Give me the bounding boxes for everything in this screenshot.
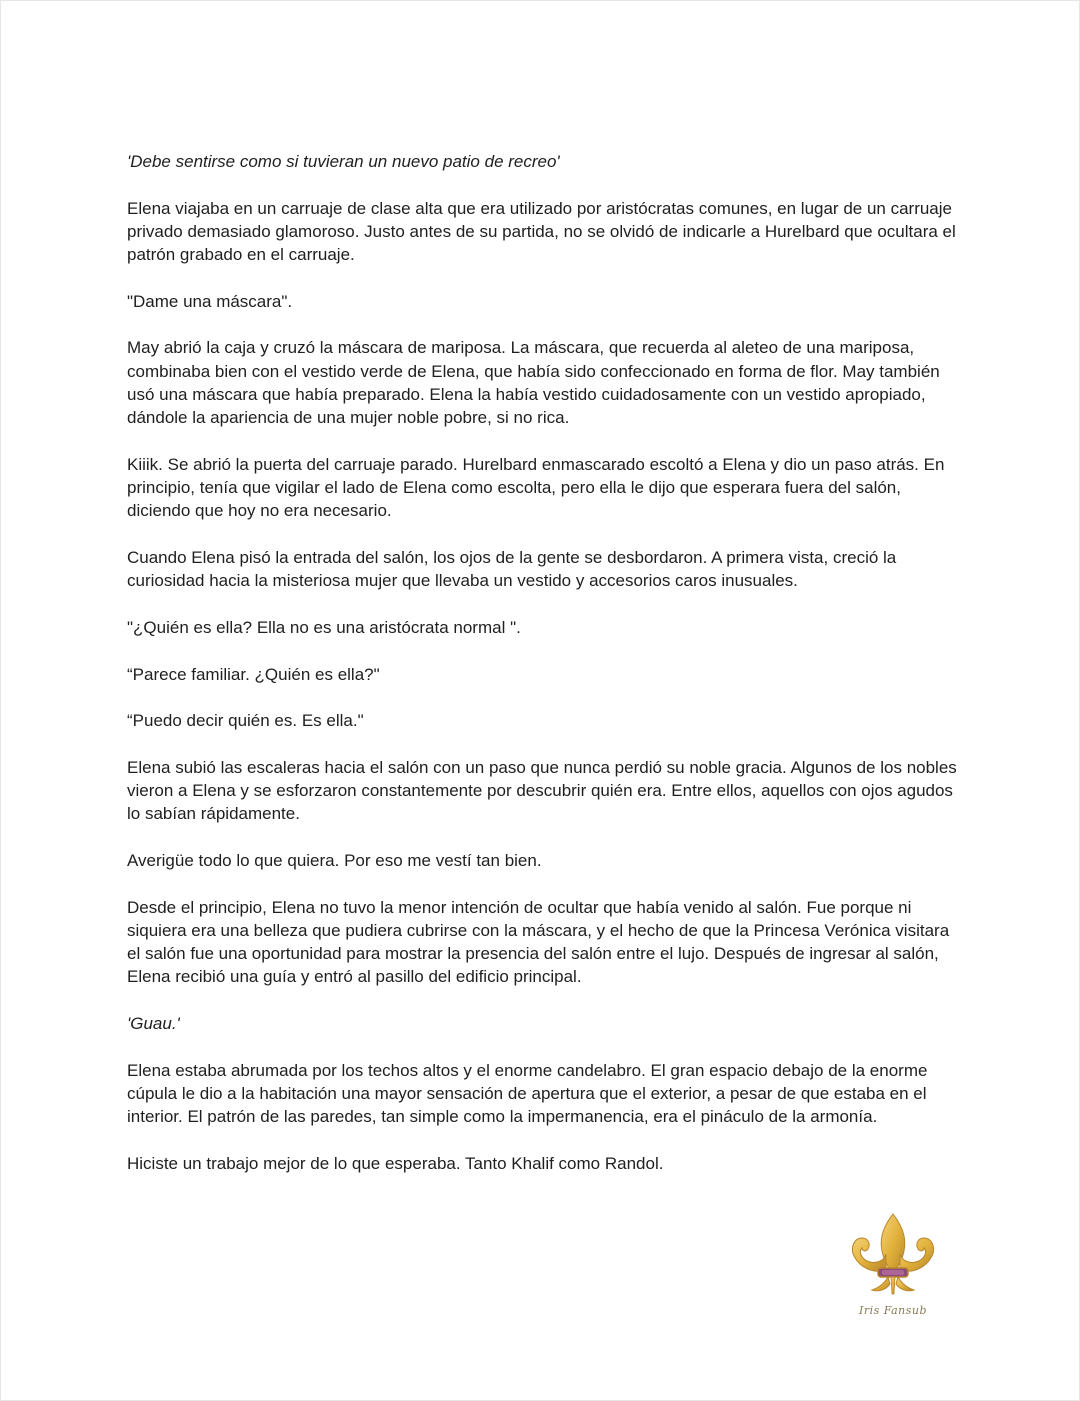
fleur-de-lis-icon [838, 1210, 948, 1302]
paragraph: Elena subió las escaleras hacia el salón con un paso que nunca perdió su noble gracia. Algunos de los nobles vieron a Elena y se esforzaron constantemente por descubrir quién era. Entre ellos, aquellos con ojos agudos lo sabían rápidamente. [127, 757, 957, 824]
paragraph: 'Debe sentirse como si tuvieran un nuevo patio de recreo' [127, 152, 560, 171]
paragraph: Cuando Elena pisó la entrada del salón, los ojos de la gente se desbordaron. A primera vista, creció la curiosidad hacia la misteriosa mujer que llevaba un vestido y accesorios caros inusuales. [127, 548, 897, 591]
paragraph: Hiciste un trabajo mejor de lo que esperaba. Tanto Khalif como Randol. [127, 1153, 664, 1173]
paragraph: 'Guau.' [127, 1013, 180, 1033]
document-body [127, 150, 962, 1198]
paragraph: “Parece familiar. ¿Quién es ella?" [127, 664, 380, 684]
paragraph: "Dame una máscara". [127, 291, 293, 311]
paragraph: "¿Quién es ella? Ella no es una aristócrata normal ". [127, 617, 521, 637]
paragraph: Kiiik. Se abrió la puerta del carruaje parado. Hurelbard enmascarado escoltó a Elena y dio un paso atrás. En principio, tenía que vigilar el lado de Elena como escolta, pero ella le dijo que esperara fuera del salón, diciendo que hoy no era necesario. [127, 454, 945, 521]
paragraph: May abrió la caja y cruzó la máscara de mariposa. La máscara, que recuerda al aleteo de una mariposa, combinaba bien con el vestido verde de Elena, que había sido confeccionado en forma de flor. May también usó una máscara que había preparado. Elena la había vestido cuidadosamente con un vestido apropiado, dándole la apariencia de una mujer noble pobre, si no rica. [127, 338, 940, 428]
paragraph: Desde el principio, Elena no tuvo la menor intención de ocultar que había venido al salón. Fue porque ni siquiera era una belleza que pudiera cubrirse con la máscara, y el hecho de que la Princesa Verónica visitara el salón fue una oportunidad para mostrar la presencia del salón entre el lujo. Después de ingresar al salón, Elena recibió una guía y entró al pasillo del edificio principal. [127, 897, 950, 987]
watermark-logo [838, 1210, 948, 1330]
logo-caption: Iris Fansub [858, 1304, 928, 1317]
paragraph: Averigüe todo lo que quiera. Por eso me vestí tan bien. [127, 850, 542, 870]
paragraph: Elena viajaba en un carruaje de clase alta que era utilizado por aristócratas comunes, en lugar de un carruaje privado demasiado glamoroso. Justo antes de su partida, no se olvidó de indicarle a Hurelbard que ocultara el patrón grabado en el carruaje. [127, 198, 956, 265]
paragraph: Elena estaba abrumada por los techos altos y el enorme candelabro. El gran espacio debajo de la enorme cúpula le dio a la habitación una mayor sensación de apertura que el exterior, a pesar de que estaba en el interior. El patrón de las paredes, tan simple como la impermanencia, era el pináculo de la armonía. [127, 1060, 928, 1127]
paragraph: “Puedo decir quién es. Es ella." [127, 711, 364, 731]
